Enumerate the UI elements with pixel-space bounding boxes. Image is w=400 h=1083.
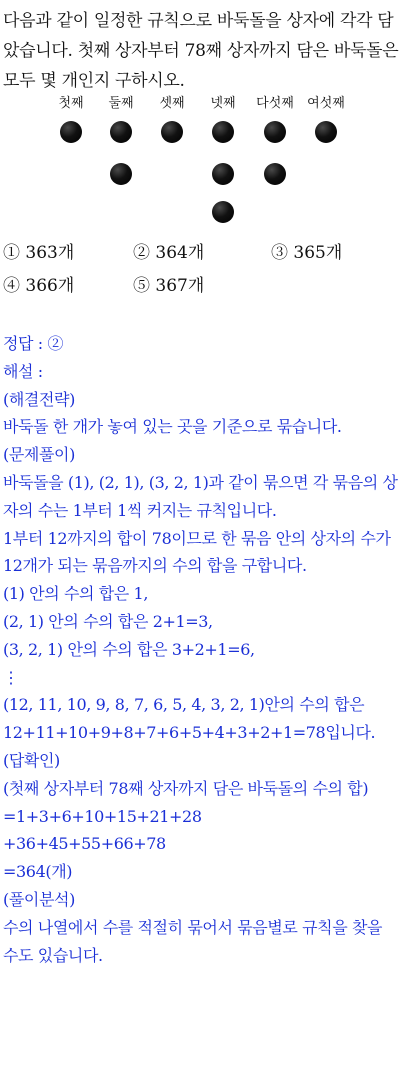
solution	[3, 330, 399, 969]
go-stone	[110, 163, 132, 185]
sum-line-2: (2, 1) 안의 수의 합은 2+1=3,	[3, 611, 213, 631]
go-stone	[212, 163, 234, 185]
go-stone	[264, 121, 286, 143]
analysis-heading: (풀이분석)	[3, 889, 75, 909]
check-line-4: =364(개)	[3, 862, 73, 882]
explain-label: 해설 :	[3, 361, 43, 381]
sum-line-1: (1) 안의 수의 합은 1,	[3, 584, 149, 604]
go-stone	[60, 121, 82, 143]
label-5: 다섯째	[256, 96, 294, 111]
label-3: 셋째	[159, 96, 185, 111]
solve-paragraph-2: 1부터 12까지의 합이 78이므로 한 묶음 안의 상자의 수가 12개가 되는 묶음까지의 수의 합을 구합니다.	[3, 528, 391, 576]
check-line-1: (첫째 상자부터 78째 상자까지 담은 바둑돌의 수의 합)	[3, 778, 369, 798]
sum-line-12: (12, 11, 10, 9, 8, 7, 6, 5, 4, 3, 2, 1)안의 수의 합은 12+11+10+9+8+7+6+5+4+3+2+1=78입니다.	[3, 695, 376, 743]
check-line-3: +36+45+55+66+78	[3, 834, 166, 854]
analysis-text: 수의 나열에서 수를 적절히 묶어서 묶음별로 규칙을 찾을 수도 있습니다.	[3, 917, 383, 965]
choice-4[interactable]: ④ 366개	[3, 276, 75, 296]
go-stone	[161, 121, 183, 143]
check-heading: (답확인)	[3, 750, 60, 770]
go-stone	[212, 201, 234, 223]
choice-2[interactable]: ② 364개	[133, 243, 205, 263]
choice-1[interactable]: ① 363개	[3, 243, 75, 263]
solve-heading: (문제풀이)	[3, 445, 75, 465]
sum-line-3: (3, 2, 1) 안의 수의 합은 3+2+1=6,	[3, 639, 255, 659]
choice-5[interactable]: ⑤ 367개	[133, 276, 205, 296]
vertical-dots: ⋮	[3, 667, 19, 687]
label-1: 첫째	[58, 96, 84, 111]
check-line-2: =1+3+6+10+15+21+28	[3, 806, 202, 826]
box-labels	[0, 92, 400, 114]
choice-3[interactable]: ③ 365개	[271, 243, 343, 263]
strategy-text: 바둑돌 한 개가 놓여 있는 곳을 기준으로 묶습니다.	[3, 417, 342, 437]
question-text: 다음과 같이 일정한 규칙으로 바둑돌을 상자에 각각 담았습니다. 첫째 상자부터 78째 상자까지 담은 바둑돌은 모두 몇 개인지 구하시오.	[3, 11, 399, 91]
go-stone	[315, 121, 337, 143]
go-stone	[264, 163, 286, 185]
solve-paragraph-1: 바둑돌을 (1), (2, 1), (3, 2, 1)과 같이 묶으면 각 묶음의 상자의 수는 1부터 1씩 커지는 규칙입니다.	[3, 472, 398, 520]
go-stone	[110, 121, 132, 143]
label-2: 둘째	[108, 96, 134, 111]
go-stone	[212, 121, 234, 143]
label-6: 여섯째	[307, 96, 345, 111]
label-4: 넷째	[210, 96, 236, 111]
strategy-heading: (해결전략)	[3, 389, 75, 409]
answer-line: 정답 : ②	[3, 334, 64, 353]
